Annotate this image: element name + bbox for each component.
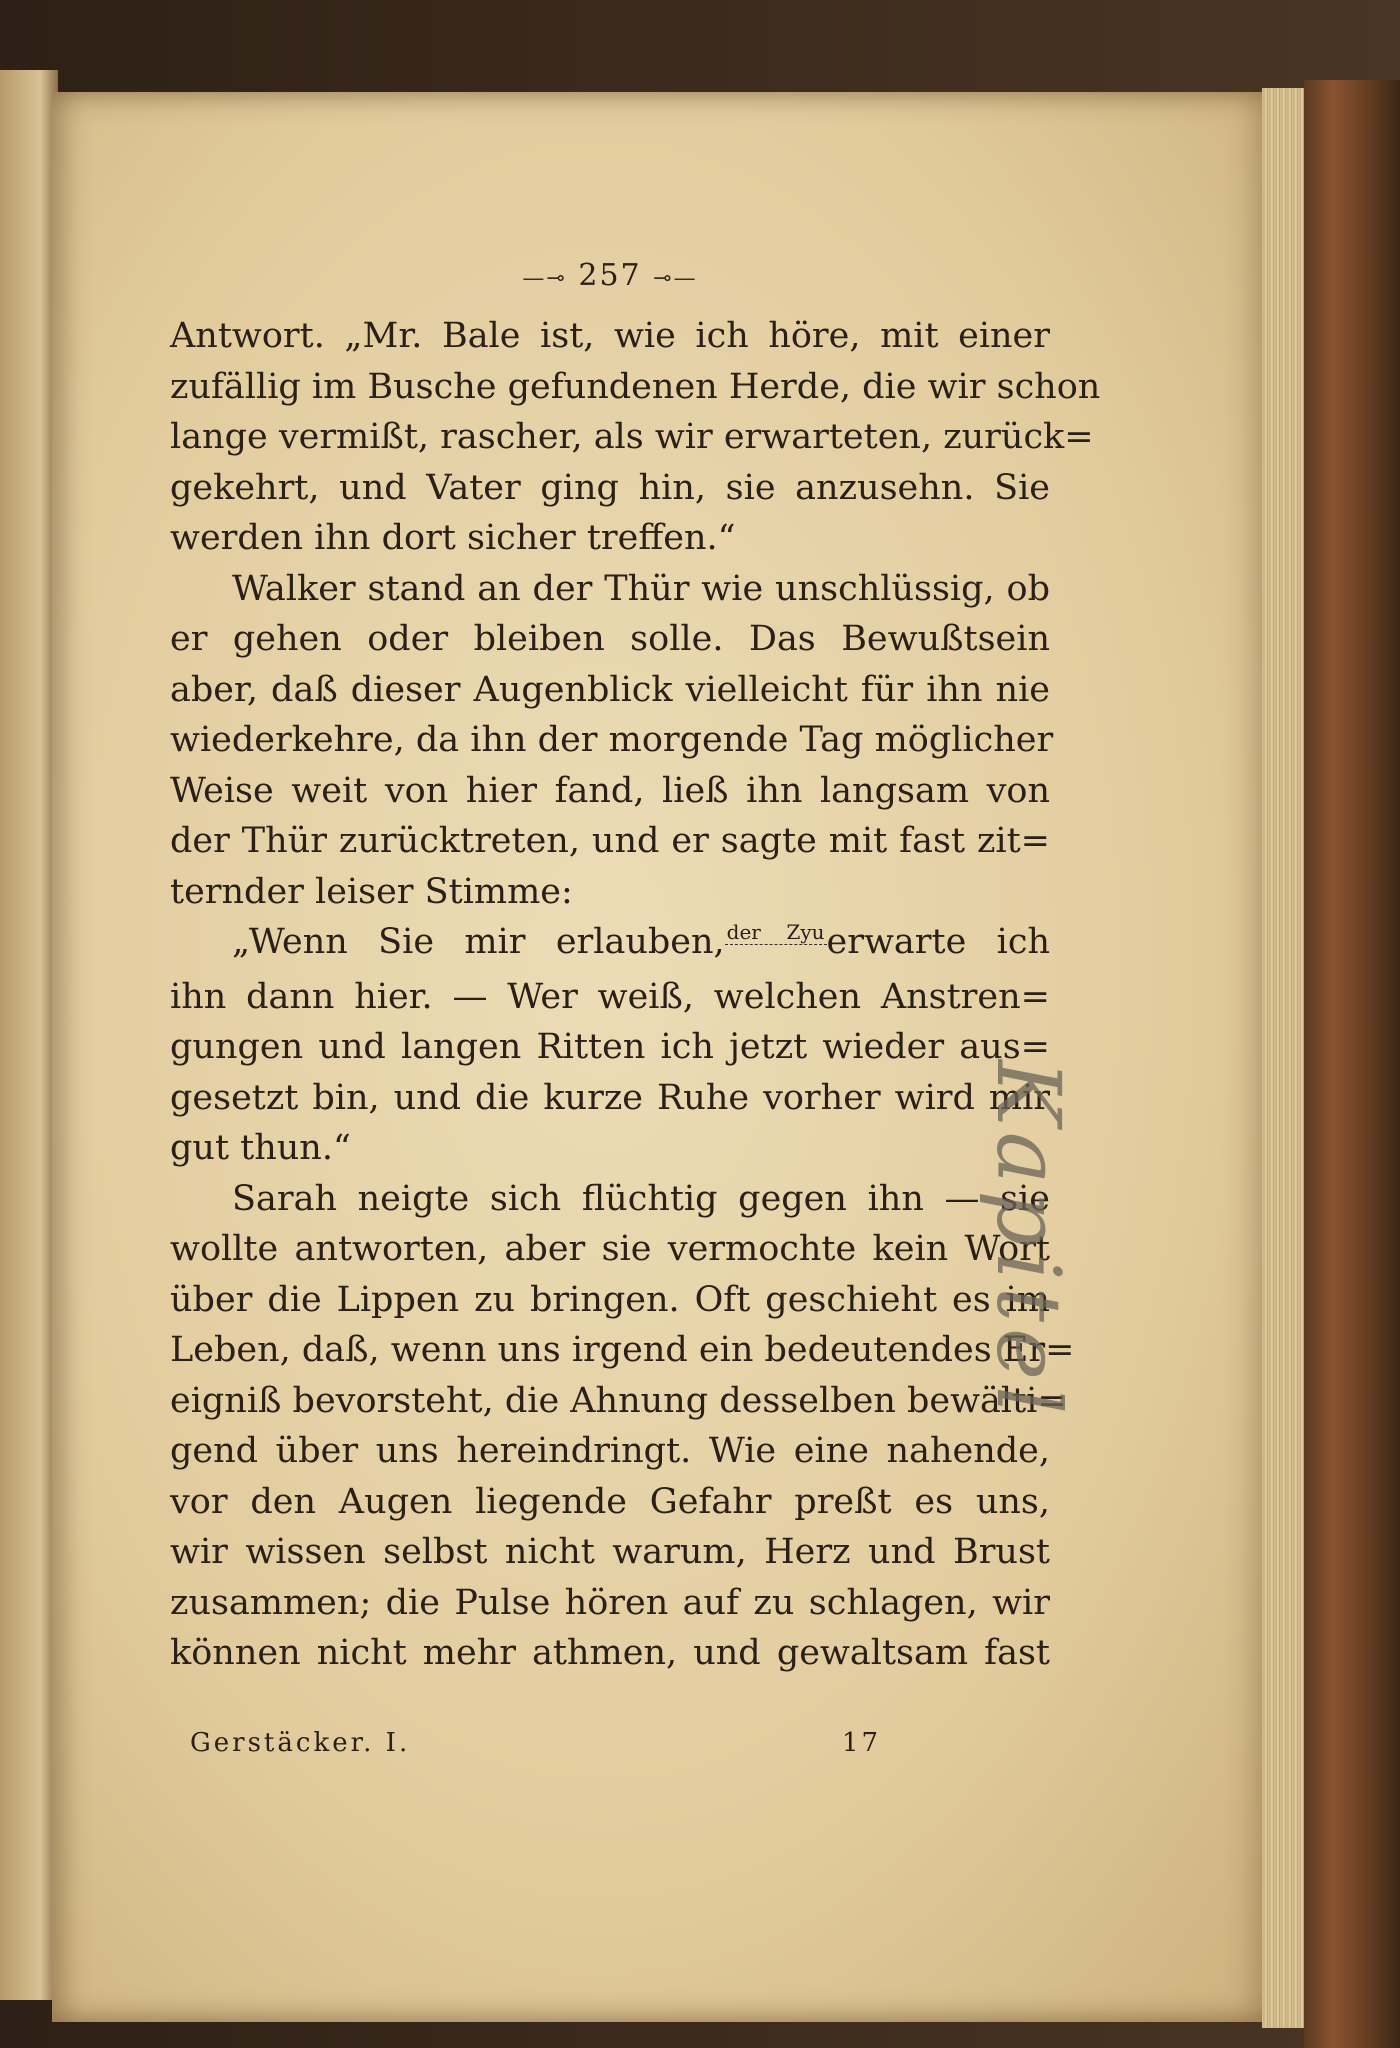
text-line-with-insertion [170,917,1050,972]
text-line: lange vermißt, rascher, als wir erwarteten, zurück= [170,417,1094,457]
paragraph [170,564,1054,918]
text-line: eigniß bevorsteht, die Ahnung desselben bewälti= [170,1380,1067,1421]
text-line: zusammen; die Pulse hören auf zu schlagen, wir [170,1582,1050,1623]
text-line: gend über uns hereindringt. Wie eine nahende, [170,1431,1050,1471]
text-line: über die Lippen zu bringen. Oft geschieht es im [170,1279,1050,1320]
handwritten-insertion: der Zyu [726,920,825,944]
text-line: Weise weit von hier fand, ließ ihn langsam von [170,770,1050,811]
text-line: zufällig im Busche gefundenen Herde, die wir schon [170,366,1101,407]
page-number: 257 [578,258,642,293]
text-fragment: „Wenn Sie mir erlauben, [232,922,725,962]
text-line: vor den Augen liegende Gefahr preßt es uns, [170,1481,1050,1522]
header-dash-left: —⊸ [522,266,567,291]
signature-mark: Gerstäcker. I. [190,1728,411,1758]
page-header [170,258,1050,293]
text-line: wiederkehre, da ihn der morgende Tag möglicher [170,720,1054,760]
paragraph [170,917,1050,1174]
text-line: wollte antworten, aber sie vermochte kein Wort [170,1229,1050,1269]
page-text [170,258,1101,1679]
text-line: gut thun.“ [170,1128,351,1168]
text-line: ternder leiser Stimme: [170,871,573,912]
text-line: können nicht mehr athmen, und gewaltsam fast [170,1633,1050,1673]
handwritten-margin-note: Kapitel [977,1060,1080,1421]
header-dash-right: ⊸— [653,266,698,291]
book-cover-edge [1304,80,1400,2048]
text-fragment: erwarte ich [826,922,1050,962]
paragraph [170,311,1101,564]
text-line: Sarah neigte sich flüchtig gegen ihn — sie [232,1178,1050,1219]
sheet-number: 17 [842,1728,882,1758]
text-line: aber, daß dieser Augenblick vielleicht für ihn nie [170,669,1050,710]
text-line: Antwort. „Mr. Bale ist, wie ich höre, mit einer [170,316,1050,356]
text-line: gekehrt, und Vater ging hin, sie anzusehn. Sie [170,467,1050,508]
text-line: Walker stand an der Thür wie unschlüssig, ob [232,568,1050,609]
text-line: er gehen oder bleiben solle. Das Bewußtsein [170,619,1050,659]
text-line: gungen und langen Ritten ich jetzt wieder aus= [170,1027,1050,1067]
text-line: gesetzt bin, und die kurze Ruhe vorher wird mir [170,1077,1050,1118]
text-line: Leben, daß, wenn uns irgend ein bedeutendes Er= [170,1330,1075,1370]
text-line: werden ihn dort sicher treffen.“ [170,518,736,558]
text-line: ihn dann hier. — Wer weiß, welchen Anstren= [170,976,1050,1017]
text-line: der Thür zurücktreten, und er sagte mit fast zit= [170,821,1050,861]
left-page-edge [0,70,58,2000]
text-line: wir wissen selbst nicht warum, Herz und Brust [170,1532,1050,1572]
page-stack-edge [1262,88,1304,2028]
